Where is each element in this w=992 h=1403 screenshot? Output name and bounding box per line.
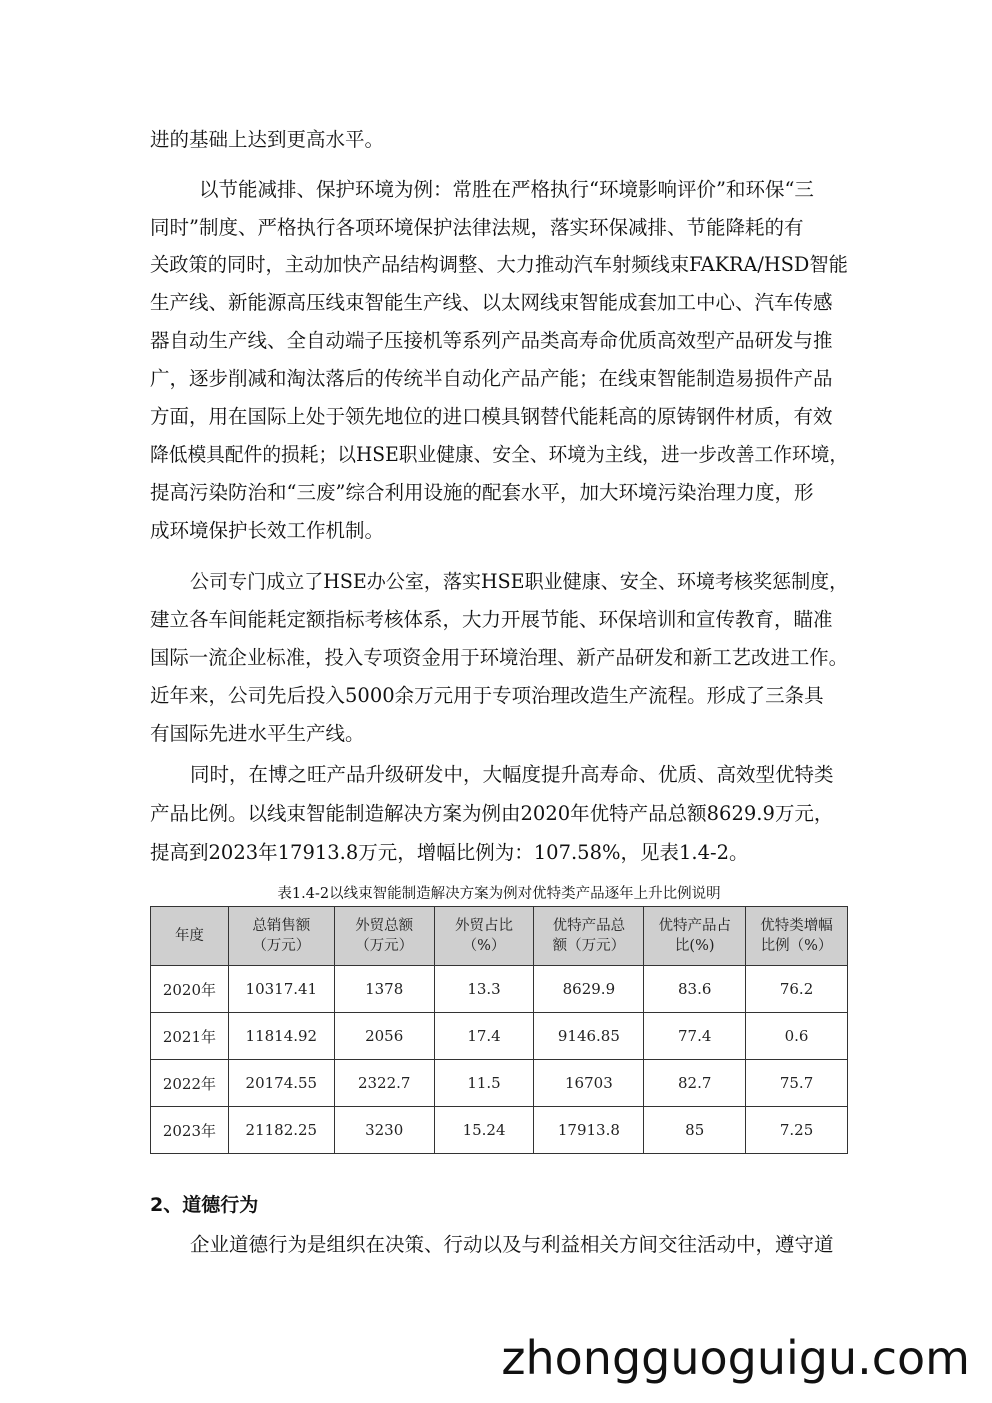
cell-premium-growth: 75.7: [746, 1060, 848, 1107]
header-foreign-ratio: 外贸占比 （%）: [434, 907, 534, 966]
paragraph-1-line-1: 进的基础上达到更高水平。: [150, 128, 385, 151]
cell-premium-growth: 76.2: [746, 966, 848, 1013]
header-foreign-trade: 外贸总额 （万元）: [334, 907, 434, 966]
cell-premium-ratio: 83.6: [644, 966, 746, 1013]
paragraph-3-line-3: 国际一流企业标准，投入专项资金用于环境治理、新产品研发和新工艺改进工作。: [150, 646, 849, 669]
header-year: 年度: [151, 907, 229, 966]
paragraph-2-line-10: 成环境保护长效工作机制。: [150, 519, 385, 542]
paragraph-2-line-9: 提高污染防治和“三废”综合利用设施的配套水平，加大环境污染治理力度，形: [150, 481, 814, 504]
cell-premium-growth: 0.6: [746, 1013, 848, 1060]
section-2-line-1: 企业道德行为是组织在决策、行动以及与利益相关方间交往活动中，遵守道: [190, 1233, 834, 1256]
header-total-sales: 总销售额 （万元）: [228, 907, 334, 966]
cell-foreign-ratio: 11.5: [434, 1060, 534, 1107]
cell-total-sales: 10317.41: [228, 966, 334, 1013]
cell-year: 2022年: [151, 1060, 229, 1107]
cell-total-sales: 20174.55: [228, 1060, 334, 1107]
cell-premium-total: 16703: [534, 1060, 644, 1107]
table-row: [151, 966, 848, 1013]
cell-year: 2021年: [151, 1013, 229, 1060]
paragraph-3-line-2: 建立各车间能耗定额指标考核体系，大力开展节能、环保培训和宣传教育，瞄准: [150, 608, 833, 631]
cell-premium-total: 17913.8: [534, 1107, 644, 1154]
table-row: [151, 1013, 848, 1060]
paragraph-2-line-3: 关政策的同时，主动加快产品结构调整、大力推动汽车射频线束FAKRA/HSD智能: [150, 253, 848, 276]
paragraph-2-line-4: 生产线、新能源高压线束智能生产线、以太网线束智能成套加工中心、汽车传感: [150, 291, 833, 314]
cell-premium-growth: 7.25: [746, 1107, 848, 1154]
cell-premium-ratio: 82.7: [644, 1060, 746, 1107]
cell-total-sales: 21182.25: [228, 1107, 334, 1154]
cell-premium-total: 8629.9: [534, 966, 644, 1013]
cell-year: 2023年: [151, 1107, 229, 1154]
cell-premium-total: 9146.85: [534, 1013, 644, 1060]
cell-foreign-trade: 2322.7: [334, 1060, 434, 1107]
table-caption: 表1.4-2以线束智能制造解决方案为例对优特类产品逐年上升比例说明: [277, 886, 721, 902]
paragraph-3-line-4: 近年来，公司先后投入5000余万元用于专项治理改造生产流程。形成了三条具: [150, 684, 824, 707]
paragraph-2-line-2: 同时”制度、严格执行各项环境保护法律法规，落实环保减排、节能降耗的有: [150, 216, 804, 239]
paragraph-4-line-1: 同时，在博之旺产品升级研发中，大幅度提升高寿命、优质、高效型优特类: [190, 763, 834, 786]
cell-foreign-ratio: 17.4: [434, 1013, 534, 1060]
cell-year: 2020年: [151, 966, 229, 1013]
paragraph-2-line-8: 降低模具配件的损耗；以HSE职业健康、安全、环境为主线，进一步改善工作环境，: [150, 443, 849, 466]
paragraph-4-line-3: 提高到2023年17913.8万元，增幅比例为：107.58%，见表1.4-2。: [150, 841, 749, 864]
cell-foreign-trade: 1378: [334, 966, 434, 1013]
paragraph-3-line-1: 公司专门成立了HSE办公室，落实HSE职业健康、安全、环境考核奖惩制度，: [190, 570, 849, 593]
paragraph-2-line-5: 器自动生产线、全自动端子压接机等系列产品类高寿命优质高效型产品研发与推: [150, 329, 833, 352]
paragraph-2-line-6: 广，逐步削减和淘汰落后的传统半自动化产品产能；在线束智能制造易损件产品: [150, 367, 833, 390]
header-premium-growth: 优特类增幅 比例（%）: [746, 907, 848, 966]
header-premium-total: 优特产品总 额（万元）: [534, 907, 644, 966]
cell-premium-ratio: 85: [644, 1107, 746, 1154]
paragraph-2-line-1: 以节能减排、保护环境为例：常胜在严格执行“环境影响评价”和环保“三: [199, 178, 814, 201]
cell-foreign-trade: 3230: [334, 1107, 434, 1154]
cell-foreign-ratio: 13.3: [434, 966, 534, 1013]
cell-premium-ratio: 77.4: [644, 1013, 746, 1060]
cell-foreign-trade: 2056: [334, 1013, 434, 1060]
cell-total-sales: 11814.92: [228, 1013, 334, 1060]
product-ratio-table: [150, 906, 848, 1154]
paragraph-4-line-2: 产品比例。以线束智能制造解决方案为例由2020年优特产品总额8629.9万元，: [150, 802, 834, 825]
section-2-heading: 2、道德行为: [150, 1194, 259, 1216]
paragraph-3-line-5: 有国际先进水平生产线。: [150, 722, 365, 745]
paragraph-2-line-7: 方面，用在国际上处于领先地位的进口模具钢替代能耗高的原铸钢件材质，有效: [150, 405, 833, 428]
table-row: [151, 1107, 848, 1154]
header-premium-ratio: 优特产品占 比(%): [644, 907, 746, 966]
site-watermark: zhongguoguigu.com: [501, 1331, 970, 1385]
table-header-row: [151, 907, 848, 966]
cell-foreign-ratio: 15.24: [434, 1107, 534, 1154]
table-row: [151, 1060, 848, 1107]
